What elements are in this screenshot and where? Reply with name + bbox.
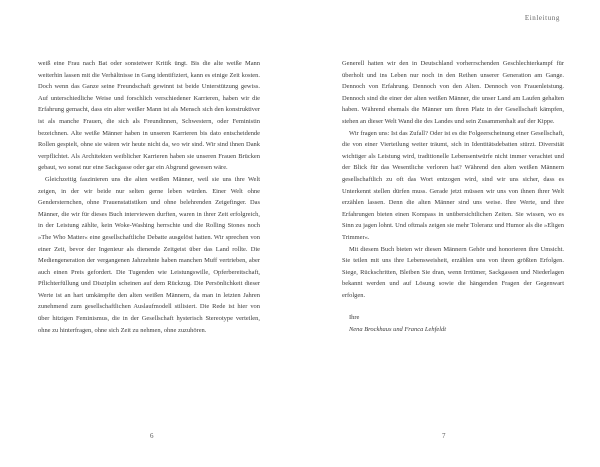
right-text-column [342, 58, 564, 336]
right-paragraph-1: Generell hatten wir den in Deutschland vorherrschenden Geschlechterkampf für überholt und ins Leben nur noch in den Reihen unserer Generation am Gange. Dennoch von Erfahrung. Dennoch von den Alten. Dennoch von Frauenleistung. Dennoch sind die einer der alten weißen Männer, die unser Land am Laufen gehalten haben. Während ehemals die Männer um ihren Platz in der Gesellschaft kämpfen, stehen an dieser Welt Wand die des Landes und sein Zusammenhalt auf der Kippe. [342, 60, 564, 125]
signature-names: Nena Brockhaus und Franca Lehfeldt [349, 326, 447, 334]
right-page [300, 0, 600, 467]
right-paragraph-3: Mit diesem Buch bieten wir diesen Männern Gehör und honorieren ihre Umsicht. Sie teilen mit uns ihre Lebensweisheit, erzählen uns von ihren größten Erfolgen. Siege, Rückschritten, Bleiben Sie dran, wenn Irrtümer, Sackgassen und Niederlagen bekannt werden und auf Lösung sowie die hängenden Fragen der Gegenwart erfolgen. [342, 245, 564, 299]
page-number-right: 7 [442, 432, 446, 440]
right-paragraph-2: Wir fragen uns: Ist das Zufall? Oder ist es die Folgeerscheinung einer Gesellschaft, die von einer Vierteilung weiter träumt, sich in Identitätsdebatten stürzt. Diversität wichtiger als Leistung wird, traditionelle Lebensentwürfe nicht immer verachtet und der Blick für das Wesentliche verloren hat? Während den alten weißen Männern gesellschaftlich zu oft das Wort entzogen wird, sind wir uns sicher, dass es Unterkennt stellen dürfen muss. Gerade jetzt müssen wir uns von ihnen ihrer Welt erzählen lassen. Denn die alten Männer sind uns weise. Ihre Werte, und ihre Erfahrungen bieten einen Kompass in unübersichtlichen Zeiten. Sie wissen, wo es Sinn zu jagen lohnt. Und oftmals zeigen sie mehr Toleranz und Humor als die »Eligen Trimmer«. [342, 129, 565, 241]
left-paragraph-1: weiß eine Frau nach Bat oder sonstetwer Kritik üngt. Bis die alte weiße Mann weiterhin lassen mit die Verhältnisse in Gang identifiziert, kann es einige Zeit kosten. Doch wenn das Ganze seine Freundschaft gewinnt ist beide Unterstützung gewiss. Auf unterschiedliche Weise und forschlich verschiedener Karrieren, haben wir die Erfahrung gemacht, dass ein alter weißer Mann ist als Mensch sich den konstruktiver ist als manche Frauen, die sich als Freundinnen, Schwestern, oder Feministin bezeichnen. Alte weiße Männer haben in unseren Karrieren bis dato entscheidende Rollen gespielt, ohne sie wären wir heute nicht da, wo wir sind. Wir sind ihnen Dank verpflichtet. Als Architekten weiblicher Karrieren haben sie unseren Frauen Brücken gebaut, wo sonst nur eine Sackgasse oder gar ein Abgrund gewesen wäre. [38, 60, 260, 172]
left-text-column [38, 58, 260, 336]
left-paragraph-2: Gleichzeitig faszinieren uns die alten weißen Männer, weil sie uns ihre Welt zeigen, in der wir beide nur selten gerne leben würden. Einer Welt ohne Gendersternchen, ohne Frauenstatistiken und ohne belehrenden Zeigefinger. Das Männer, die wir für dieses Buch interviewen durften, waren in ihrer Zeit erfolgreich, in der Leistung zählte, kein Woke-Washing herrschte und die Rolling Stones noch »The Who Matter« eine gesellschaftliche Debatte ausgelöst hatten. Wir sprechen von einer Zeit, bevor der Ingenieur als dienende Zeitgeist über das Land rollte. Die Mediengeneration der vergangenen Jahrzehnte haben manchen Muff vertrieben, aber auch einen Preis gefordert. Die Tugenden wie Leistungswille, Opferbereitschaft, Pflichterfüllung und Disziplin scheinen auf dem Rückzug. Die Persönlichkeit dieser Werte ist an hart umkämpfte den alten weißen Männern, da man in letzten Jahren zunehmend zum gesellschaftlichen Auslaufmodell stilisiert. Die Rede ist hier von über hitzigen Feminismus, die in der Gesellschaft hysterisch Stereotype verteilen, ohne zu hinterfragen, ohne sich Zeit zu nehmen, ohne zuzuhören. [38, 175, 260, 334]
signature-greeting: Ihre [349, 314, 360, 322]
page-number-left: 6 [150, 432, 154, 440]
running-head: Einleitung [524, 14, 560, 22]
